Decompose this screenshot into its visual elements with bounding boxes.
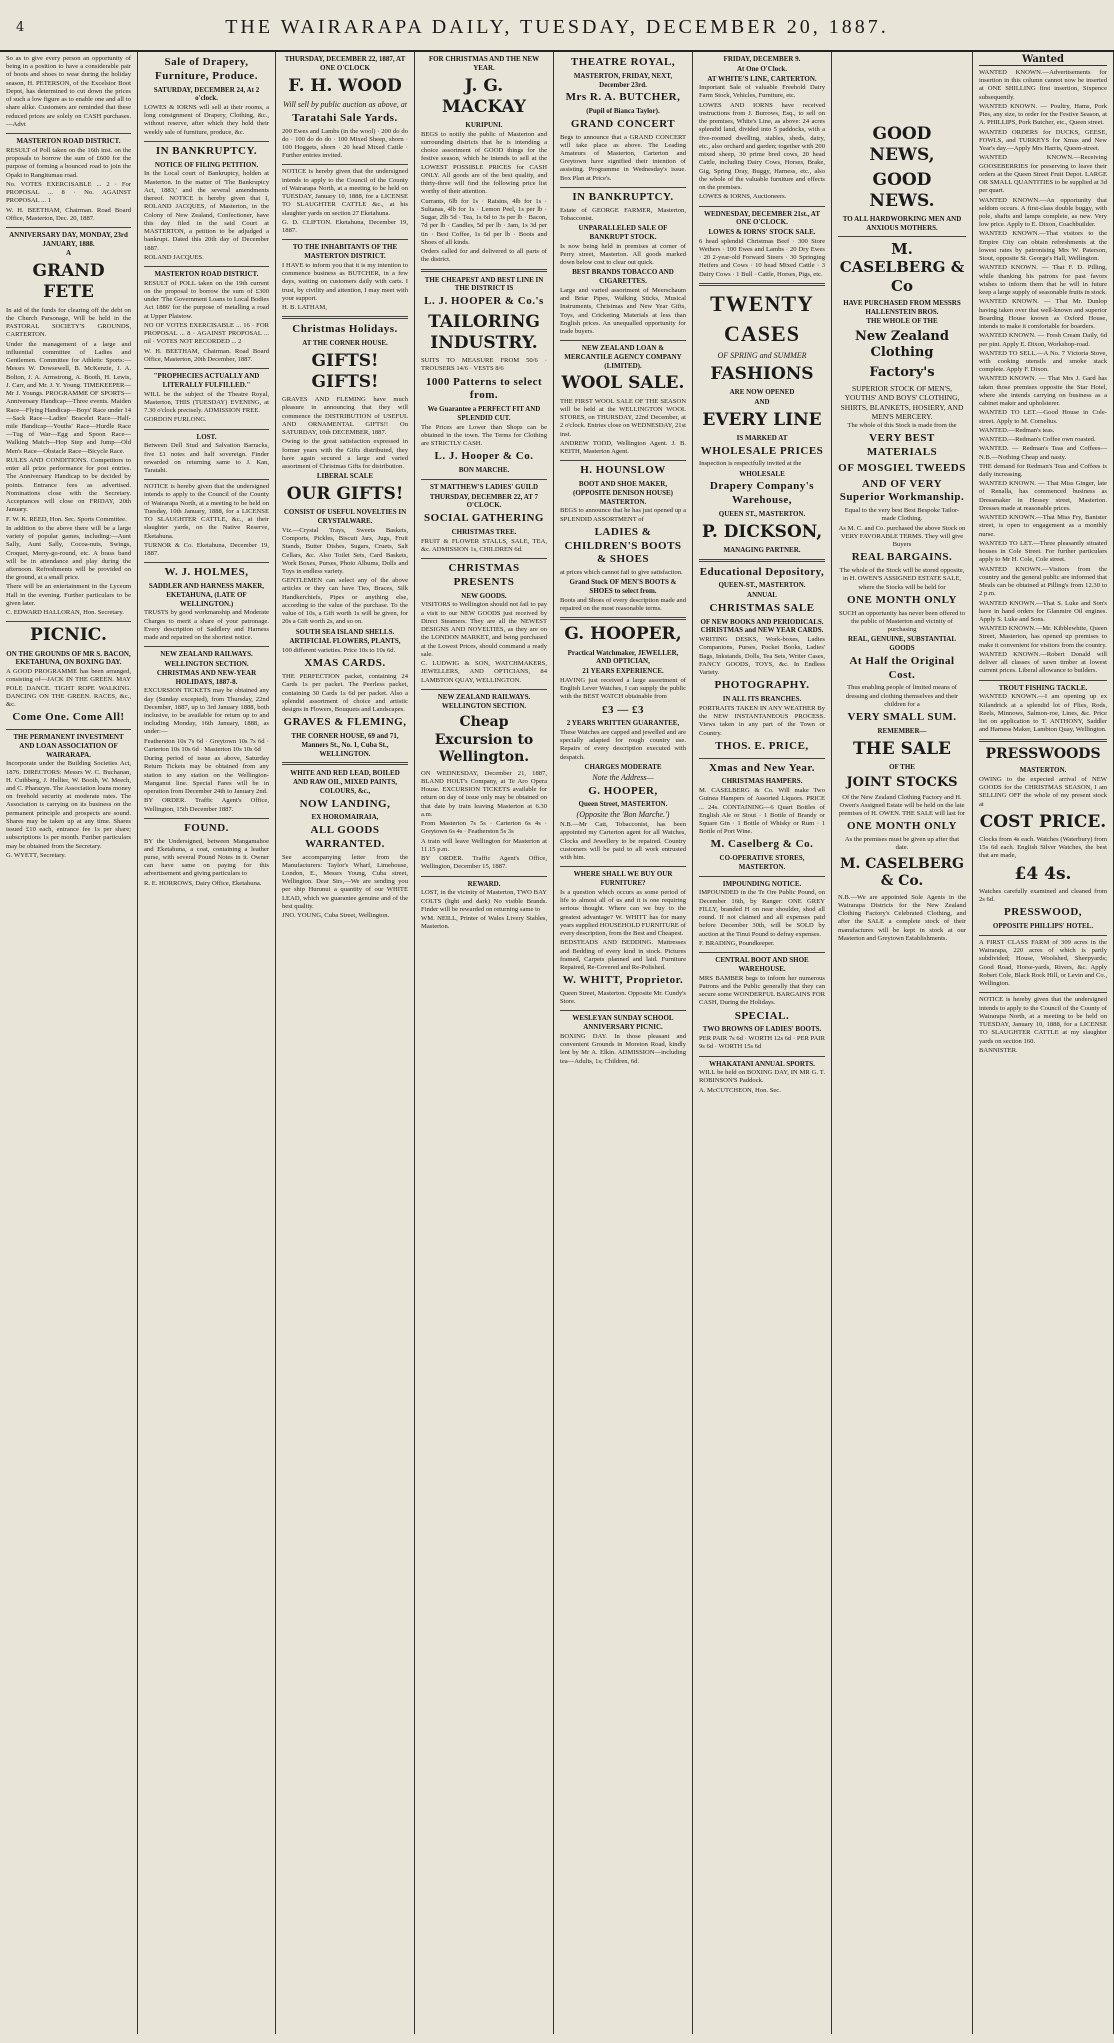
- prophecies-lecture-ad: "PROPHECIES ACTUALLY AND LITERALLY FULFILLED." WILL be the subject of the Theatre Royal, Masterton, THIS (TUESDAY) EVENING, at 7.30 o'clock precisely. ADMISSION FREE. GORDON FURLONG.: [144, 372, 269, 424]
- wool-sale-ad: NEW ZEALAND LOAN & MERCANTILE AGENCY COMPANY (LIMITED). WOOL SALE. THE FIRST WOOL SALE OF THE SEASON will be held at the WELLINGTON WOOL STORES, on THURSDAY, 22nd December, at 2 o'clock. Entries close on WEDNESDAY, 21st inst. ANDREW TODD, Wellington Agent. J. B. KEITH, Masterton Agent.: [560, 344, 686, 456]
- wanted-ad: WANTED KNOWN.—That visitors to the Empire City can obtain refreshments at the lowest rates by patronising Mrs W. Paterson, Stout, opposite St. George's Hall, Wellington.: [979, 230, 1107, 263]
- trout-tackle-ad: TROUT FISHING TACKLE. WANTED KNOWN.—I am opening up ex Kilandrick at a splendid lot of Flies, Rods, Reels, Minnows, Salmon-roe, Lines, &c. Price list on application to T. ANTHONY, Saddler and Harness Maker, Lambton Quay, Wellington.: [979, 683, 1107, 734]
- page-number: 4: [16, 20, 25, 35]
- bankrupt-stock-ad: IN BANKRUPTCY. Estate of GEORGE FARMER, Masterton, Tobacconist. UNPARALLELED SALE OF BANKRUPT STOCK. Is now being held in premises at corner of Perry street, Masterton. All goods marked down below cost to clear out quick. BEST BRANDS TOBACCO AND CIGARETTES. Large and varied assortment of Meerschaum and Briar Pipes, Walking Sticks, Musical Instruments, Christmas and New Year Gifts, Toys, and Cricketing Materials at less than English prices. An unequalled opportunity for trade buyers.: [560, 190, 686, 335]
- wanted-ad: WANTED ORDERS for DUCKS, GEESE, FOWLS, and TURKEYS for Xmas and New Year's day.—Apply Mrs Harris, Queen-street.: [979, 128, 1107, 153]
- picnic-ad: PICNIC. ON THE GROUNDS OF MR S. BACON, EKETAHUNA, ON BOXING DAY. A GOOD PROGRAMME has been arranged, consisting of—JACK IN THE GREEN. MAY POLE DANCE. TIGHT ROPE WALKING. DANCING ON THE GREEN. RACES, &c., &c. Come One. Come All!: [6, 625, 131, 724]
- column-7: [832, 52, 973, 2034]
- masthead: [0, 0, 1114, 52]
- column-4: [415, 52, 554, 2034]
- christmas-presents-ad: CHRISTMAS PRESENTS NEW GOODS. VISITORS to Wellington should not fail to pay a visit to our NEW GOODS just received by Direct Steamers. They are all the NEWEST DESIGNS AND NOVELTIES, as they are on the LONDON MARKET, and being purchased at the Lowest Prices, should command a ready sale. C. LUDWIG & SON, WATCHMAKERS, JEWELLERS, AND OPTICIANS, 84 LAMBTON QUAY, WELLINGTON.: [421, 562, 547, 684]
- wanted-ad: WANTED KNOWN.—That Miss Fry, Banister street, is open to engagement as a monthly nurse.: [979, 514, 1107, 538]
- wanted-ad: WANTED KNOWN. — Fresh Cream Daily, 6d per pint. Apply E. Dixon, Workshop-road.: [979, 332, 1107, 348]
- wanted-ad: WANTED KNOWN. — That F. D. Pilling, while thanking his patrons for past favors wishes to inform them that he will in future keep a large supply of seasonable fruits in stock.: [979, 264, 1107, 297]
- road-district-poll-ad: MASTERTON ROAD DISTRICT. RESULT of Poll taken on the 16th inst. on the proposals to borrow the sum of £600 for the purpose of forming a bounced road to join the Opaki to Rangitumau road. No. VOTES EXERCISABLE ... 2 · For PROPOSAL ... 8 · No. AGAINST PROPOSAL ... 1 W. H. BEETHAM, Chairman. Road Board Office, Masterton, Dec. 20, 1887.: [6, 137, 131, 222]
- wanted-ad: WANTED. — Redman's Teas and Coffees—N.B.—Nothing Cheap and nasty.: [979, 445, 1107, 461]
- wanted-ad: WANTED KNOWN.—An opportunity that seldom occurs. A first-class double buggy, with pole, shafts and lamps complete, as new. Very low price. Apply to E. Dixon, Coachbuilder.: [979, 196, 1107, 229]
- slaughter-license-notice: NOTICE is hereby given that the undersigned intends to apply to the Council of the County of Wairarapa North, at a meeting to be held on Tuesday, 10th January, 1888, for a LICENSE TO SLAUGHTER CATTLE, &c., at their slaughter yards, on the Native Reserve, Eketahuna. TURNOR & Co. Eketahuna, December 19, 1887.: [144, 483, 269, 558]
- bankruptcy-notice: IN BANKRUPTCY. NOTICE OF FILING PETITION. In the Local court of Bankruptcy, holden at Masterton. In the matter of 'The Bankruptcy Act, 1883,' and the several amendments thereof. NOTICE is hereby given that I, ROLAND JACQUES, of Masterton, in the Colony of New Zealand, Confectioner, have this day filed in the said Court at MASTERTON, a petition to be adjudged a bankrupt. Dated this 20th day of December 1887. ROLAND JACQUES.: [144, 144, 269, 261]
- reward-notice: REWARD. LOST, in the vicinity of Masterton, TWO BAY COLTS (light and dark) No visible Brands. Finder will be rewarded on returning same to WM. NEILL, Printer of Wales Livery Stables, Masterton.: [421, 879, 547, 931]
- central-boot-ad: CENTRAL BOOT AND SHOE WAREHOUSE. MRS BAMBER begs to inform her numerous Patrons and the Public generally that they can secure some WONDERFUL BARGAINS FOR CASH, During the Holidays. SPECIAL. TWO BROWNS OF LADIES' BOOTS. PER PAIR 7s 6d · WORTH 12s 6d · PER PAIR 9s 6d · WORTH 15s 6d: [699, 956, 825, 1051]
- wesleyan-picnic-ad: WESLEYAN SUNDAY SCHOOL ANNIVERSARY PICNIC. BOXING DAY. In those pleasant and convenient Grounds in Moreton Road, kindly lent by Mr A. Elkin. ADMISSION—including tea—Adults, 1s; Children, 6d.: [560, 1014, 686, 1065]
- wanted-ad: WANTED KNOWN. — That Miss Ginger, late of Renalla, has commenced business as Dressmaker in Hessey street, Masterton. Dresses made at reasonable prices.: [979, 480, 1107, 512]
- column-2: [138, 52, 276, 2034]
- newspaper-title: THE WAIRARAPA DAILY, TUESDAY, DECEMBER 20, 1887.: [225, 16, 889, 38]
- whitt-furniture-ad: WHERE SHALL WE BUY OUR FURNITURE? Is a question which occurs as some period of life to almost all of us and it is one requiring serious thought. Where can we buy to the greatest advantage? W. WHITT has for many years supplied HOUSEHOLD FURNITURE of every description, from the Best and Cheapest. BEDSTEADS AND BEDDING. Mattresses and Bedding of every kind in stock. Pictures framed, Carpets planned and laid. Furniture Repaired, Re-Covered and Re-Polished. W. WHITT, Proprietor. Queen Street, Masterton. Opposite Mr. Cundy's Store.: [560, 870, 686, 1006]
- farm-sale-ad: A FIRST CLASS FARM of 309 acres in the Wairarapa, 220 acres of which is partly subdivided; House, Woolshed, Sheepyards; Good Road, Horse-yards, Rivers, &c. Apply Robert Cole, Black Rock Hill, or Levin and Co., Wellington.: [979, 938, 1107, 988]
- wood-auction-ad: THURSDAY, DECEMBER 22, 1887, AT ONE O'CLOCK F. H. WOOD Will sell by public auction as above, at Taratahi Sale Yards. 200 Ewes and Lambs (in the wool) · 200 do do do · 100 do do do · 100 Mixed Sheep, shorn · 100 Hoggets, shorn · 20 head Mixed Cattle · Further entries invited.: [282, 55, 408, 160]
- wanted-ad: WANTED KNOWN. — That Mrs J. Gard has taken those premises opposite the Star Hotel, where she intends carrying on business as a cabinet maker and upholsterer.: [979, 375, 1107, 408]
- fete-headline: GRAND FETE: [32, 261, 105, 303]
- mackay-grocer-ad: FOR CHRISTMAS AND THE NEW YEAR. J. G. MACKAY KURIPUNI. BEGS to notify the public of Masterton and surrounding districts that he is intending a choice assortment of GOOD things for the festive season, which he intends to sell at the LOWEST POSSIBLE PRICES for CASH ONLY. All goods are of the best quality, and thirty-three will find the following price list worthy of their attention. Currants, 6lb for 1s · Raisins, 4lb for 1s · Sultanas, 4lb for 1s · Lemon Peel, 1s per lb · Sugar, 2lb 5d · Tea, 1s 6d to 3s per lb · Bacon, 7d per lb · Candles, 5d per lb · Jam, 1s 3d per tin · Best Coffee, 1s 6d per lb · Boots and Shoes of all kinds. Orders called for and delivered to all parts of the district.: [421, 55, 547, 264]
- graves-fleming-gifts-ad: Christmas Holidays. AT THE CORNER HOUSE. GIFTS! GIFTS! GRAVES AND FLEMING have much pleasure in announcing that they will commence the DISTRIBUTION of USEFUL AND ORNAMENTAL GIFTS!! On SATURDAY, 10th DECEMBER, 1887. Owing to the great satisfaction expressed in former years with the Gifts distributed, they have again secured a large and varied assortment of Christmas Gifts for distribution. LIBERAL SCALE OUR GIFTS! CONSIST OF USEFUL NOVELTIES IN CRYSTALWARE. Viz.—Crystal Trays, Sweets Baskets, Comports, Pickles, Biscuit Jars, Jugs, Fruit Stands, Butter Dishes, Sugars, Cruets, Salt Cellars, &c. Also Toilet Sets, Card Baskets, Work Boxes, Purses, Photo Albums, Dolls and Toys in endless variety. GENTLEMEN can select any of the above articles or they can have Ties, Braces, Silk Handkerchiefs, Pipes or anything else, according to the value of the purchase. To the value of 10s, a Gift worth 1s will be given, for 20s a Gift worth 2s, and so on. SOUTH SEA ISLAND SHELLS. ARTIFICIAL FLOWERS, PLANTS, 100 different varieties. Price 10s to 10s 6d. XMAS CARDS. THE PERFECTION packet, containing 24 Cards 1s per packet. The Peerless packet, containing 30 Cards 1s 6d per packet. Also a splendid assortment of choice and artistic designs in Flowers, Bouquets and Landscapes. GRAVES & FLEMING, THE CORNER HOUSE, 69 and 71, Manners St., No. 1, Cuba St., WELLINGTON.: [282, 323, 408, 758]
- wanted-ad: WANTED TO LET.—Three pleasantly situated houses in Cole Street. For further particulars apply to Mr H. Cole, Cole street.: [979, 539, 1107, 564]
- grand-fete-ad: ANNIVERSARY DAY, MONDAY, 23rd JANUARY, 1888. A GRAND FETE In aid of the funds for clearing off the debt on the Church Parsonage, Will be held in the PASTORAL SOCIETY'S GROUNDS, CARTERTON. Under the management of a large and influential committee of Ladies and Gentlemen. Committee for Athletic Sports:—Messrs W. Dowsewell, B. McKenzie, J. A. Bolton, J. A. Armstrong, A. Booth, H. Lewis, J. Carr, and Mr. J. Y. Young. TIMEKEEPER—Mr J. Youngs. PROGRAMME OF SPORTS—Anniversary Handicap—Three events. Maiden Race—Flying Handicap—Boys' Race under 14—Sack Race—Ladies' Bracelet Race—Half-mile Handicap—Youths' Race—Hurdle Race—Tug of War—Egg and Spoon Race—Walking Match—Hop Step and Jump—Old Men's Race—Obstacle Race—Bicycle Race. RULES AND CONDITIONS. Competitors to enter all prize performance for post entries. The Anniversary Handicap to be decided by points. Entrance fees as advertised. Nominations close with the Secretary. Acceptances will close on FRIDAY, 20th January. F. W. K. REED, Hon. Sec. Sports Committee. In addition to the above there will be a large variety of popular games, including:—Aunt Sally, Aunt Sally, Cocoa-nuts, Swings, Croquet, Merry-go-round, etc. A brass band will be in attendance and play during the afternoon. Refreshments will be provided on the ground, at a small price. There will be an entertainment in the Lyceum Hall in the evening. Further particulars to be given later. C. EDWARD HALLORAN, Hon. Secretary.: [6, 230, 131, 617]
- road-district-poll-ad-2: MASTERTON ROAD DISTRICT. RESULT of POLL taken on the 19th current on the proposal to borrow the sum of £300 under 'The Government Loans to Local Bodies Act 1886' for the purpose of metalling a road at Upper Plaistow. NO OF VOTES EXERCISABLE ... 16 · FOR PROPOSAL ... 8 · AGAINST PROPOSAL ... nil · VOTES NOT RECORDED ... 2 W. H. BEETHAM, Chairman. Road Board Office, Masterton, 20th December, 1887.: [144, 270, 269, 363]
- ad-heading: MASTERTON ROAD DISTRICT.: [16, 137, 121, 146]
- wanted-ad: WANTED KNOWN.—Receiving GOOSEBERRIES for preserving to leave their orders at the Queen Street Fruit Depot. LARGE OR SMALL QUANTITIES to be supplied at 3d per quart.: [979, 154, 1107, 195]
- lowes-stock-sale-ad: WEDNESDAY, DECEMBER 21st., AT ONE O'CLOCK. LOWES & IORNS' STOCK SALE. 6 head splendid Christmas Beef · 300 Store Wethers · 100 Ewes and Lambs · 20 Dry Ewes · 20 2-year-old Forward Steers · 30 Springing Heifers and Cows · 10 head Mixed Cattle · 3 Dairy Cows · 1 Bull · Cattle, Horses, Pigs, etc.: [699, 209, 825, 278]
- educational-depository-ad: Educational Depository, QUEEN-ST., MASTERTON. ANNUAL CHRISTMAS SALE OF NEW BOOKS AND PERIODICALS. CHRISTMAS and NEW YEAR CARDS. WRITING DESKS, Work-boxes, Ladies Companions, Purses, Pocket Books, Ladies' Bags, Inkstands, Dolls, Tea Sets, Writer Cases, FANCY GOODS, TOYS, &c. In Endless Variety. PHOTOGRAPHY. IN ALL ITS BRANCHES. PORTRAITS TAKEN IN ANY WEATHER By the NEW INSTANTANEOUS PROCESS. Views taken in any part of the Town or Country. THOS. E. PRICE,: [699, 565, 825, 752]
- wanted-ad: WANTED KNOWN. — Poultry, Hams, Pork Pies, any size, to order for the Festive Season, at A. PHILLIPS, Pork Butcher, etc., Queen street.: [979, 102, 1107, 127]
- wanted-ad: WANTED TO LET.—Good House in Cole-street. Apply to M. Cornelius.: [979, 409, 1107, 425]
- st-matthews-gathering-ad: ST MATTHEW'S LADIES' GUILD THURSDAY, DECEMBER 22, AT 7 O'CLOCK. SOCIAL GATHERING CHRISTMAS TREE. FRUIT & FLOWER STALLS, SALE, TEA, &c. ADMISSION 1s, CHILDREN 6d.: [421, 482, 547, 553]
- column-6: [693, 52, 832, 2034]
- whakatani-sports-ad: WHAKATANI ANNUAL SPORTS. WILL be held on BOXING DAY, IN MR G. T. ROBINSON'S Paddock. A. McCUTCHEON, Hon. Sec.: [699, 1059, 825, 1094]
- found-notice: FOUND. BY the Undersigned, between Mangamahoe and Eketahuna, a coat, containing a leather purse, with several Pound Notes in it. Owner can have same on paying for this advertisement and giving particulars to R. E. HORROWS, Dairy Office, Eketahuna.: [144, 821, 269, 887]
- wanted-ad: WANTED.—Redman's Coffee own roasted.: [979, 436, 1096, 444]
- wanted-ad: WANTED KNOWN.—Robert Donald will deliver all classes of sawn timber at lowest current prices. Liberal allowance to builders.: [979, 650, 1107, 675]
- christmas-hampers-ad: Xmas and New Year. CHRISTMAS HAMPERS. M. CASELBERG & Co. Will make Two Guinea Hampers of Assorted Liquors. PRICE ... 24s. CONTAINING—6 Quart Bottles of English Ale or Stout · 1 Bottle of Brandy or Square Gin · 1 Bottle of Whisky or Rum · 1 Bottle of Port Wine. M. Caselberg & Co. CO-OPERATIVE STORES, MASTERTON.: [699, 761, 825, 871]
- presswood-watch-ad: PRESSWOODS MASTERTON. OWING to the expected arrival of NEW GOODS for the CHRISTMAS SEASON, I am SELLING OFF the whole of my present stock at COST PRICE. Clocks from 4s each. Watches (Waterbury) from 15s 6d each. English Silver Watches, the best that are made, £4 4s. Watches carefully examined and cleaned from 2s 6d. PRESSWOOD, OPPOSITE PHILLIPS' HOTEL.: [979, 745, 1107, 931]
- wanted-ad: THE demand for Redman's Teas and Coffees is daily increasing.: [979, 462, 1107, 479]
- impounding-notice: IMPOUNDING NOTICE. IMPOUNDED in the Te Ore Public Pound, on December 16th, by Ranger: ONE GREY FILLY, branded H on near shoulder, shod all round. If not claimed and all expenses paid before December 30th, will be SOLD by auction at the Tinui Pound to defray expenses. F. BRADING, Poundkeeper.: [699, 879, 825, 947]
- lowes-farm-sale-ad: FRIDAY, DECEMBER 9. At One O'Clock. AT WHITE'S LINE, CARTERTON. Important Sale of valuable Freehold Dairy Farm Stock, Vehicles, Furniture, etc. LOWES AND IORNS have received instructions from J. Burrows, Esq., to sell on the premises, White's Line, as above: 24 acres splendid land, divided into 5 paddocks, with a five-roomed dwelling, stables, sheds, dairy, etc., also orchard and garden; together with 200 mixed sheep, 30 prime bred cows, 20 head Cattle, including Dairy Cows, Horses, Brake, Gig, Spring Dray, Buggy, Harness, etc., also the whole of the valuable furniture and effects on the premises. LOWES & IORNS, Auctioneers.: [699, 55, 825, 201]
- picnic-headline: PICNIC.: [30, 625, 107, 646]
- wanted-ads: [979, 69, 1107, 676]
- loan-association-ad: THE PERMANENT INVESTMENT AND LOAN ASSOCIATION OF WAIRARAPA. Incorporate under the Building Societies Act, 1876. DIRECTORS: Messrs W. C. Buchanan, H. Cuthberg, J. Hellier, W. Booth, W. Meech, and C. Pharazyn. The Association loans money on freehold security at moderate rates. The Association is carrying on its business on the permanent principle and prospects are sound. Shares may be taken up at any time. Shares issued £10 each, entrance fee 1s per share; subscriptions 1s per month. Further particulars may be obtained from the Secretary. G. WYETT, Secretary.: [6, 733, 131, 859]
- column-1: [0, 52, 138, 2034]
- clifton-slaughter-notice: NOTICE is hereby given that the undersigned intends to apply to the Council of the County of Wairarapa North, at a meeting to be held on TUESDAY, January 10, 1888, for a LICENSE TO SLAUGHTER CATTLE &c., at his slaughter yards on section 27 Eketahuna. G. D. CLIFTON. Eketahuna, December 19, 1887.: [282, 168, 408, 235]
- wanted-ad: WANTED.—Redman's teas.: [979, 426, 1055, 434]
- wanted-ad: WANTED KNOWN.—That S. Luke and Son's have in hand orders for Glanmire Oil engines. Apply S. Luke and Sons.: [979, 599, 1107, 623]
- lost-notice: LOST. Between Dell Stud and Salvation Barracks, five £1 notes and half sovereign. Finder rewarded on returning same to J. Kan, Taratahi.: [144, 432, 269, 474]
- column-3: [276, 52, 415, 2034]
- caselberg-clothing-ad: GOOD NEWS, GOOD NEWS. TO ALL HARDWORKING MEN AND ANXIOUS MOTHERS. M. CASELBERG & Co HAVE PURCHASED FROM MESSRS HALLENSTEIN BROS. THE WHOLE OF THE New Zealand Clothing Factory's SUPERIOR STOCK OF MEN'S, YOUTHS' AND BOYS' CLOTHING, SHIRTS, BLANKETS, HOSIERY, AND MEN'S MERCERY. The whole of this Stock is made from the VERY BEST MATERIALS OF MOSGIEL TWEEDS AND OF VERY Superior Workmanship. Equal to the very best Best Bespoke Tailor-made Clothing. As M. C. and Co. purchased the above Stock on VERY FAVORABLE TERMS. They will give Buyers REAL BARGAINS. The whole of the Stock will be stored opposite, in H. OWEN'S ASSIGNED ESTATE SALE, where the Stocks will be held for ONE MONTH ONLY SUCH an opportunity has never been offered to the public of Masterton and vicinity of purchasing REAL, GENUINE, SUBSTANTIAL GOODS At Half the Original Cost. Thus enabling people of limited means of dressing and clothing themselves and their children for a VERY SMALL SUM. REMEMBER— THE SALE OF THE JOINT STOCKS Of the New Zealand Clothing Factory and H. Owen's Assigned Estate will be held on the late premises of H. OWEN. THE SALE will last for ONE MONTH ONLY As the premises must be given up after that date. M. CASELBERG & Co. N.B.—We are appointed Sole Agents in the Wairarapa Districts for the New Zealand Clothing Factory's Celebrated Clothing, and after the SALE a complete stock of their manufactures will be kept in stock at our Masterton and Greytown Establishments.: [838, 124, 966, 942]
- theatre-concert-ad: THEATRE ROYAL, MASTERTON, FRIDAY, NEXT, December 23rd. Mrs R. A. BUTCHER, (Pupil of Bianca Taylor). GRAND CONCERT Begs to announce that a GRAND CONCERT will take place as above. The Leading Amateurs of Masterton, Carterton and Greytown have signified their intention of assisting. Programme in Wednesday's issue. Box Plan at Price's.: [560, 56, 686, 182]
- wanted-ad: WANTED TO SELL.—A No. 7 Victoria Stove, with cooking utensils and smoke stack complete. Apply F. Dixon.: [979, 349, 1107, 374]
- young-paint-ad: WHITE AND RED LEAD, BOILED AND RAW OIL, MIXED PAINTS, COLOURS, &c., NOW LANDING, EX HOROMAIRAIA, ALL GOODS WARRANTED. See accompanying letter from the Manufacturers: Taylor's Wharf, Limehouse, London, E., Messrs Young, Cuba street, Wellington. Dear Sirs,—We are sending you per ship Hurunui a quantity of our WHITE LEAD, which we guarantee genuine and of the best quality. JNO. YOUNG, Cuba Street, Wellington.: [282, 769, 408, 920]
- wanted-ad: WANTED KNOWN.—Advertisements for insertion in this column cannot now be inserted at ONE SHILLING first insertion, Sixpence subsequently.: [979, 69, 1107, 101]
- hounslow-boot-ad: H. HOUNSLOW BOOT AND SHOE MAKER, (OPPOSITE DENISON HOUSE) MASTERTON. BEGS to announce that he has just opened up a SPLENDID ASSORTMENT of LADIES & CHILDREN'S BOOTS & SHOES at prices which cannot fail to give satisfaction. Grand Stock OF MEN'S BOOTS & SHOES to select from. Boots and Shoes of every description made and repaired on the most reasonable terms.: [560, 464, 686, 613]
- railways-holiday-ad: NEW ZEALAND RAILWAYS. WELLINGTON SECTION. CHRISTMAS AND NEW-YEAR HOLIDAYS, 1887-8. EXCURSION TICKETS may be obtained any day (Sunday excepted), from Thursday, 22nd December, 1887, up to 3rd January 1888, both inclusive, to be available for return up to and including Monday, 16th January, 1888, as under:— Featherston 10s 7s 6d · Greytown 10s 7s 6d · Carterton 10s 10s 6d · Masterton 10s 10s 6d During period of issue as above, Saturday Return Tickets may be obtained from any station to any station on the Wellington-Manganui line. Special Fares will be in operation from December 24th to January 2nd. BY ORDER. Traffic Agent's Office, Wellington, 15th December 1887.: [144, 650, 269, 813]
- wanted-ad: WANTED KNOWN.—Visitors from the country and the general public are informed that Meals can be obtained at Pilling's from 12.30 to 2 p.m.: [979, 565, 1107, 598]
- wanted-column-header: Wanted: [979, 54, 1107, 66]
- wanted-ad: WANTED KNOWN.—Mr. Kibblewhite, Queen Street, Masterton, has opened up premises to make it convenient for visitors from the country.: [979, 625, 1107, 649]
- wanted-ad: WANTED KNOWN. — That Mr. Dunlop having taken over that well-known and superior Boarding House known as Oxford House, intends to make it comfortable for boarders.: [979, 298, 1107, 331]
- latham-butcher-ad: TO THE INHABITANTS OF THE MASTERTON DISTRICT. I HAVE to inform you that it is my intention to commence business as BUTCHER, in a few days, waiting on customers daily with carts. I trust, by civility and attention, I may meet with your support. H. B. LATHAM,: [282, 243, 408, 311]
- boot-depot-notice: So as to give every person an opportunity of being in a position to have a considerable pair of boots and shoes to wear during the holiday season, H. PETERSON, of the Excelsior Boot Depot, has determined to cut down the prices of such a low figure as to enable one and all to share alike. Customers are reminded that these reduced prices are solely on CASH purchases.—Advt: [6, 55, 131, 128]
- excursion-wellington-ad: NEW ZEALAND RAILWAYS. WELLINGTON SECTION. Cheap Excursion to Wellington. ON WEDNESDAY, December 21, 1887, BLAND HOLT's Company, at Te Aro Opera House. EXCURSION TICKETS available for return on day of issue only may be obtained on that date by train leaving Masterton at 6.30 a.m. From Masterton 7s 5s · Carterton 6s 4s · Greytown 6s 4s · Featherston 5s 3s A train will leave Wellington for Masterton at 11.15 p.m. BY ORDER. Traffic Agent's Office, Wellington, December 15, 1887.: [421, 692, 547, 871]
- column-5: [554, 52, 693, 2034]
- drapery-fashions-ad: TWENTY CASES OF SPRING and SUMMER FASHIONS ARE NOW OPENED AND EVERY LINE IS MARKED AT WHOLESALE PRICES Inspection is respectfully invited at the WHOLESALE Drapery Company's Warehouse, QUEEN ST., MASTERTON. P. DICKSON, MANAGING PARTNER.: [699, 290, 824, 554]
- column-8: [973, 52, 1114, 2034]
- bannister-slaughter-notice: NOTICE is hereby given that the undersigned intends to apply to the Council of the County of Wairarapa North, at a meeting to be held on TUESDAY, January 10, 1888, for a LICENSE TO SLAUGHTER CATTLE at my slaughter yards on section 160. BANNISTER.: [979, 996, 1107, 1054]
- saddler-ad: W. J. HOLMES, SADDLER AND HARNESS MAKER, EKETAHUNA, (LATE OF WELLINGTON.) TRUSTS by good workmanship and Moderate Charges to merit a share of your patronage. Every description of Saddlery and Harness made and repaired on the shortest notice.: [144, 566, 269, 642]
- hooper-tailoring-ad: THE CHEAPEST AND BEST LINE IN THE DISTRICT IS L. J. HOOPER & Co.'s TAILORING INDUSTRY. SUITS TO MEASURE FROM 50/6 · TROUSERS 14/6 · VESTS 8/6 1000 Patterns to select from. We Guarantee a PERFECT FIT AND SPLENDID CUT. The Prices are Lower than Shops can be obtained in the town. The Terms for Clothing are STRICTLY CASH. L. J. Hooper & Co. BON MARCHE.: [421, 275, 547, 475]
- hooper-watchmaker-ad: G. HOOPER, Practical Watchmaker, JEWELLER, AND OPTICIAN, 21 YEARS EXPERIENCE. HAVING just received a large assortment of English Lever Watches, I can supply the public with the BEST WATCH obtainable from £3 — £3 2 YEARS WRITTEN GUARANTEE, These Watches are capped and jewelled and are specially adapted for rough country use. Repairs of every description executed with despatch. CHARGES MODERATE Note the Address— G. HOOPER, Queen Street, MASTERTON. (Opposite the 'Bon Marche.') N.B.—Mr Catt, Tobacconist, has been appointed my Carterton agent for all Watches, Clocks and Jewellery to be repaired. Country customers will be paid to all work entrusted with him.: [560, 624, 686, 862]
- drapery-sale-ad: Sale of Drapery, Furniture, Produce. SATURDAY, DECEMBER 24, At 2 o'clock. LOWES & IORNS will sell at their rooms, a long consignment of Drapery, Clothing, &c., without reserve, after which they hold their weekly sale of furniture, produce, &c.: [144, 56, 269, 136]
